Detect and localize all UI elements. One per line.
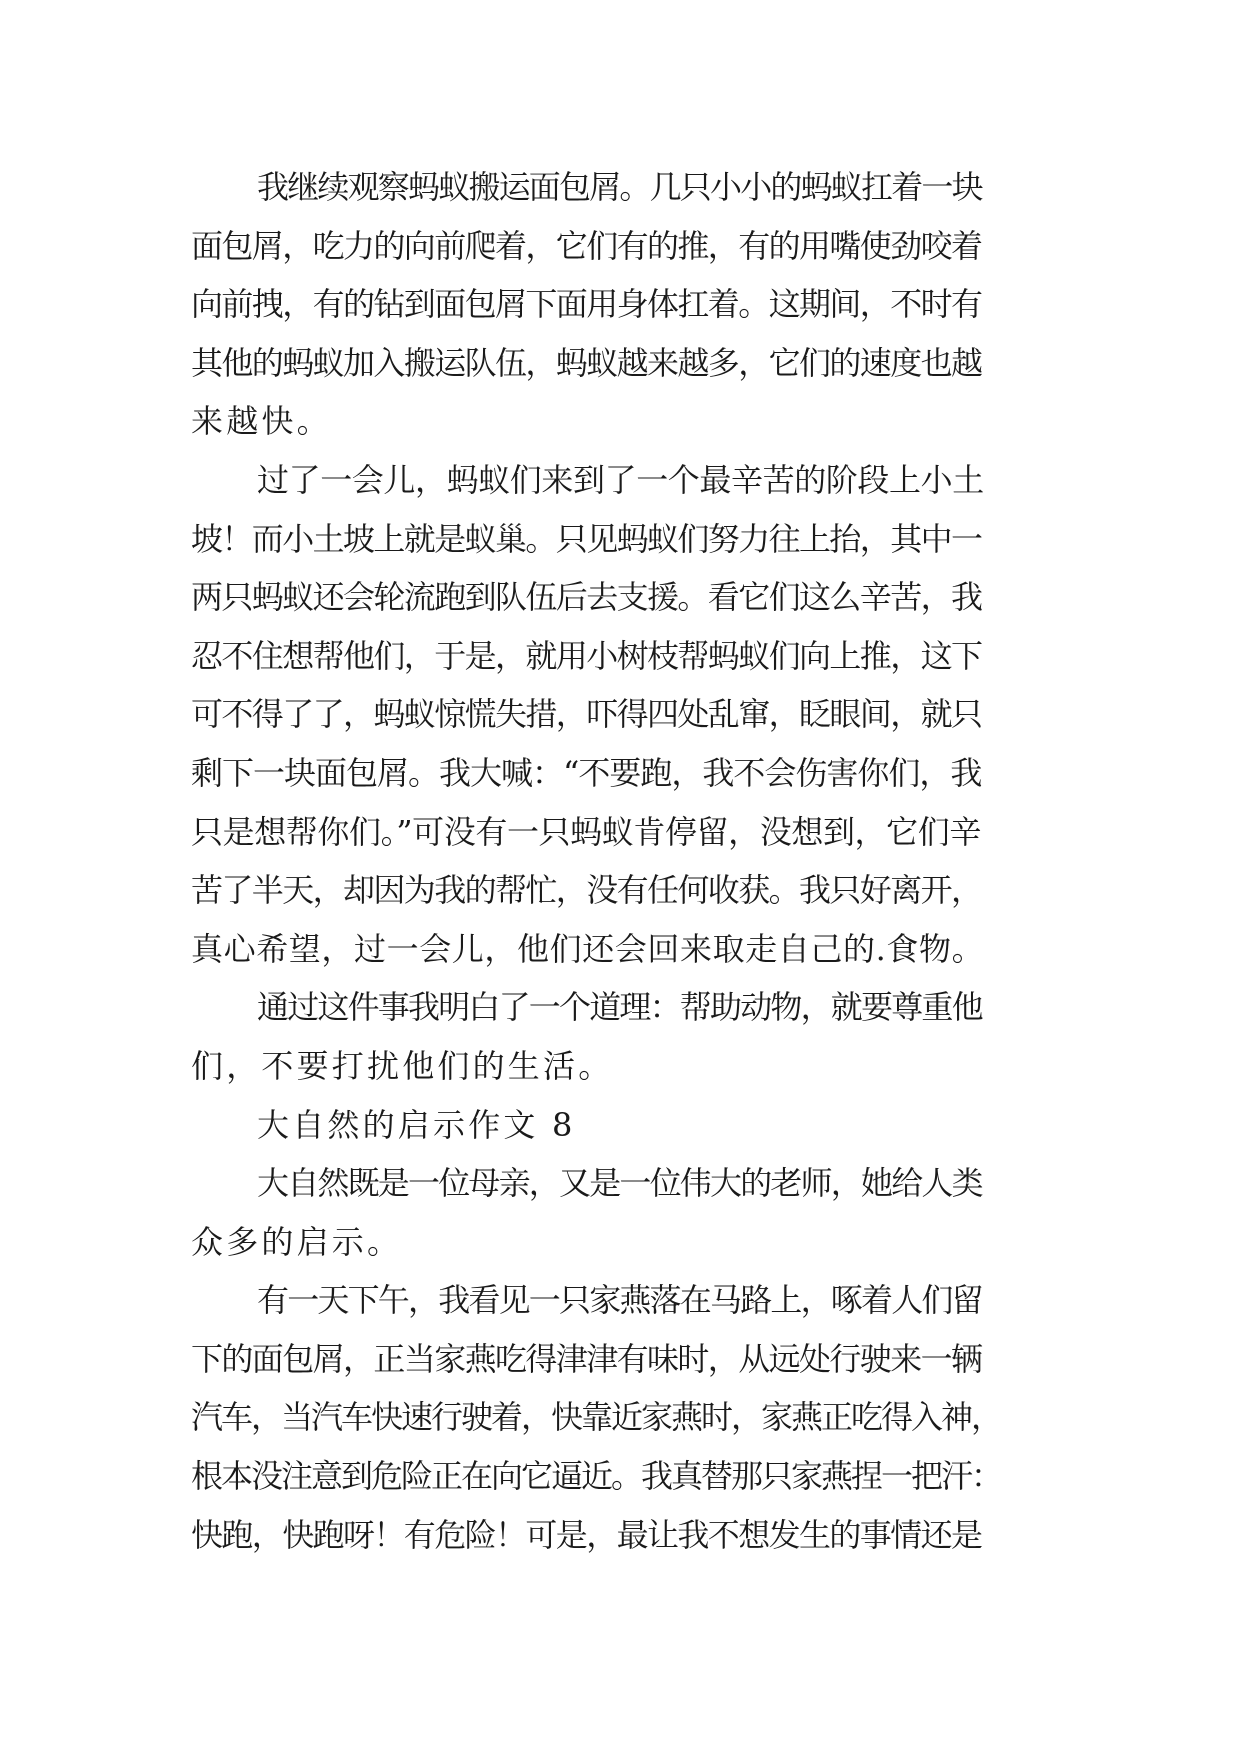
- text-line: 其他的蚂蚁加入搬运队伍，蚂蚁越来越多，它们的速度也越: [191, 343, 982, 382]
- paragraph-ants-carrying: [191, 158, 1051, 451]
- text-line: 坡！而小土坡上就是蚁巢。只见蚂蚁们努力往上抬，其中一: [191, 519, 982, 558]
- text-line: 面包屑，吃力的向前爬着，它们有的推，有的用嘴使劲咬着: [191, 226, 982, 265]
- text-line: 向前拽，有的钻到面包屑下面用身体扛着。这期间，不时有: [191, 285, 982, 324]
- text-line: 根本没注意到危险正在向它逼近。我真替那只家燕捏一把汗：: [191, 1457, 1002, 1496]
- paragraph-lesson: [191, 978, 1051, 1095]
- text-line: 剩下一块面包屑。我大喊：“不要跑，我不会伤害你们，我: [191, 753, 982, 792]
- text-line: 真心希望，过一会儿，他们还会回来取走自己的.食物。: [191, 929, 985, 968]
- text-line: 苦了半天，却因为我的帮忙，没有任何收获。我只好离开，: [191, 871, 982, 910]
- text-line: 过了一会儿，蚂蚁们来到了一个最辛苦的阶段上小土: [257, 460, 984, 499]
- text-line: 可不得了了，蚂蚁惊慌失措，吓得四处乱窜，眨眼间，就只: [191, 695, 982, 734]
- essay-heading: 大自然的启示作文 8: [257, 1105, 576, 1144]
- paragraph-nature-intro: [191, 1154, 1051, 1271]
- text-line: 我继续观察蚂蚁搬运面包屑。几只小小的蚂蚁扛着一块: [257, 168, 982, 206]
- text-line: 大自然既是一位母亲，又是一位伟大的老师，她给人类: [257, 1164, 982, 1203]
- text-line: 众多的启示。: [191, 1222, 403, 1261]
- paragraph-swallow: [191, 1271, 1051, 1564]
- document-body: [191, 158, 1051, 1564]
- text-line: 两只蚂蚁还会轮流跑到队伍后去支援。看它们这么辛苦，我: [191, 578, 982, 617]
- text-line: 汽车，当汽车快速行驶着，快靠近家燕时，家燕正吃得入神，: [191, 1398, 1002, 1437]
- text-line: 有一天下午，我看见一只家燕落在马路上，啄着人们留: [257, 1281, 982, 1320]
- text-line: 忍不住想帮他们，于是，就用小树枝帮蚂蚁们向上推，这下: [191, 636, 982, 675]
- text-line: 来越快。: [191, 402, 332, 441]
- paragraph-ants-hill: [191, 451, 1051, 978]
- text-line: 只是想帮你们。”可没有一只蚂蚁肯停留，没想到，它们辛: [191, 812, 981, 851]
- text-line: 们，不要打扰他们的生活。: [191, 1046, 614, 1085]
- text-line: 快跑，快跑呀！有危险！可是，最让我不想发生的事情还是: [191, 1515, 982, 1554]
- text-line: 下的面包屑，正当家燕吃得津津有味时，从远处行驶来一辆: [191, 1339, 982, 1378]
- text-line: 通过这件事我明白了一个道理：帮助动物，就要尊重他: [257, 988, 982, 1027]
